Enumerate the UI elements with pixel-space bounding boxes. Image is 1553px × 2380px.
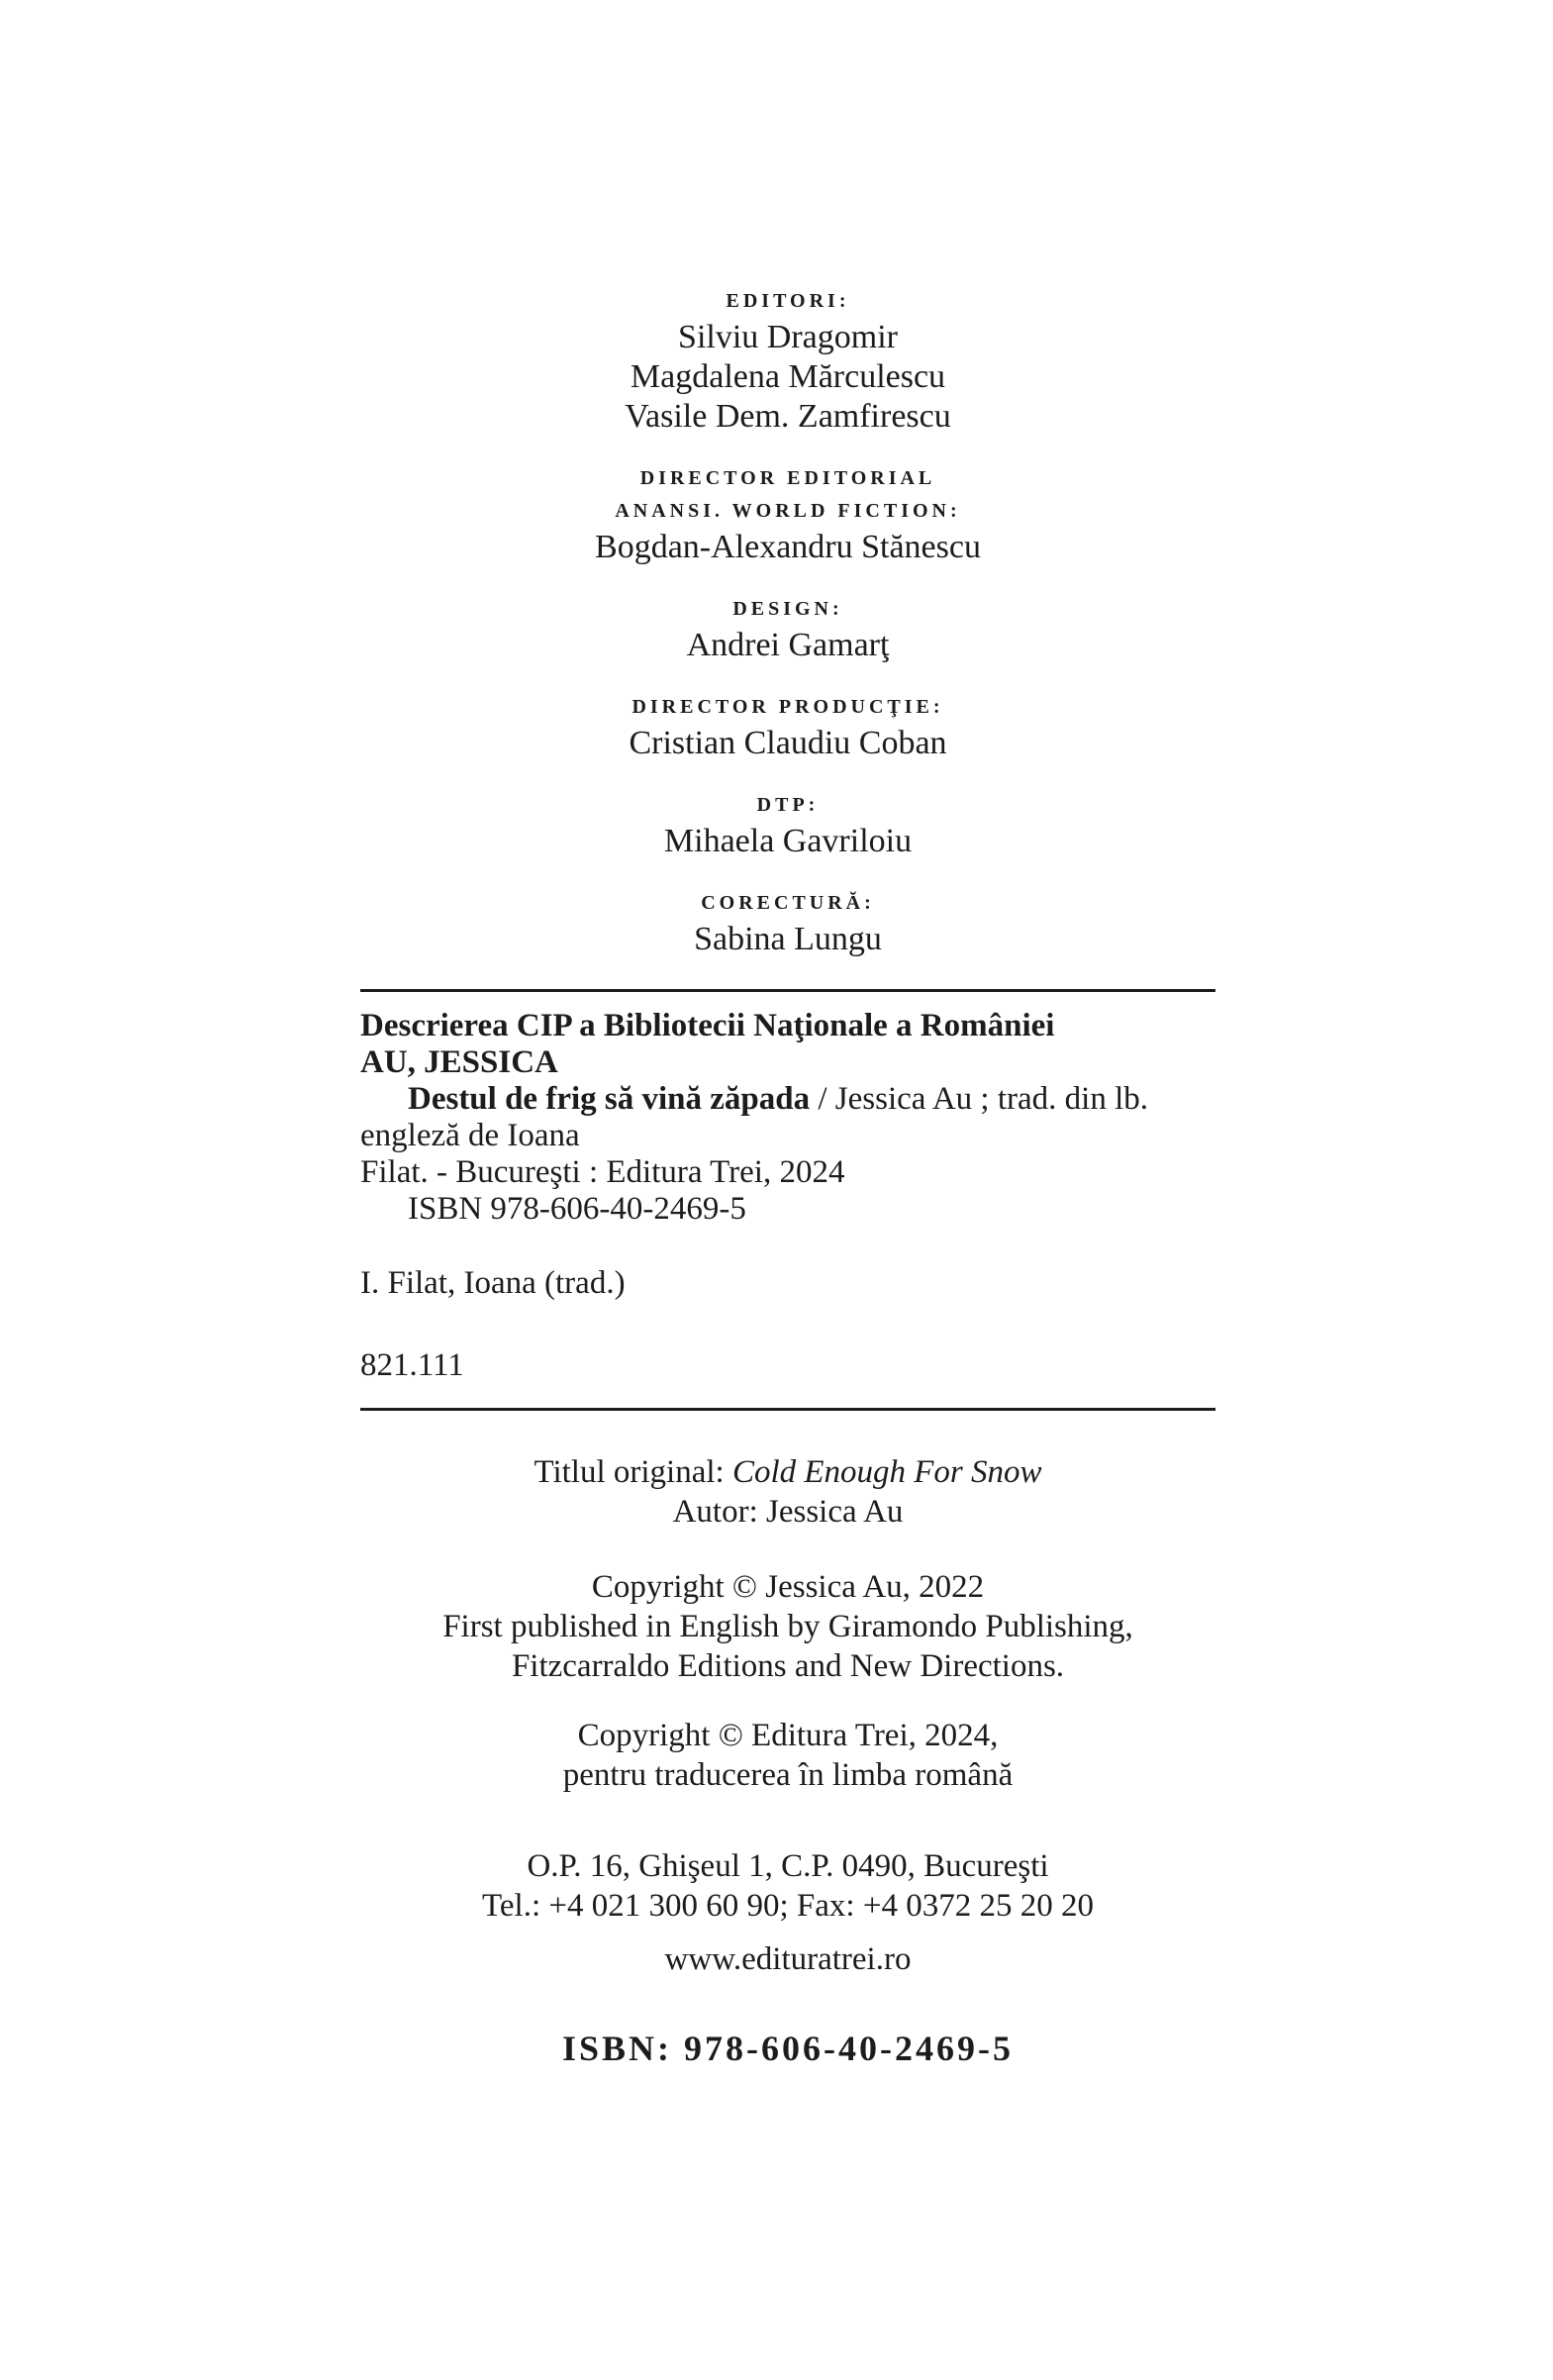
- cip-title-rest: / Jessica Au ; trad. din lb. engleză de Ioana: [360, 1081, 1148, 1153]
- credit-name: Andrei Gamarţ: [686, 627, 890, 663]
- credit-name: Silviu Dragomir: [678, 319, 898, 355]
- credit-name: Bogdan-Alexandru Stănescu: [595, 529, 981, 565]
- cip-isbn-line: ISBN 978-606-40-2469-5: [408, 1191, 746, 1227]
- credit-section-corectura: [360, 887, 1215, 959]
- colophon: [360, 1452, 1215, 2068]
- copyright-line: Copyright © Editura Trei, 2024,: [577, 1718, 999, 1753]
- author-line: Autor: Jessica Au: [672, 1494, 904, 1530]
- credit-section-editori: [360, 285, 1215, 437]
- role-label: EDITORI:: [726, 290, 850, 312]
- cip-heading: Descrierea CIP a Bibliotecii Naţionale a României: [360, 1008, 1055, 1043]
- credit-section-design: [360, 593, 1215, 665]
- credit-name: Cristian Claudiu Coban: [629, 725, 947, 761]
- cip-translator-line: I. Filat, Ioana (trad.): [360, 1265, 626, 1301]
- role-label: DESIGN:: [732, 598, 843, 620]
- credit-name: Vasile Dem. Zamfirescu: [625, 398, 951, 435]
- spacer: [360, 1228, 1215, 1265]
- cip-imprint-line: Filat. - Bucureşti : Editura Trei, 2024: [360, 1154, 845, 1190]
- role-label: DIRECTOR PRODUCŢIE:: [631, 696, 944, 718]
- credit-name: Magdalena Mărculescu: [630, 358, 946, 395]
- credit-section-dtp: [360, 789, 1215, 861]
- original-title-line: [360, 1452, 1215, 1492]
- role-label: DIRECTOR EDITORIAL: [639, 467, 936, 489]
- divider-bottom: [360, 1408, 1215, 1411]
- original-title-block: [360, 1452, 1215, 1532]
- role-label: ANANSI. WORLD FICTION:: [615, 500, 961, 522]
- divider-top: [360, 989, 1215, 992]
- copyright-line: Copyright © Jessica Au, 2022: [591, 1569, 985, 1605]
- role-label: CORECTURĂ:: [701, 892, 875, 914]
- cip-author-entry: AU, JESSICA: [360, 1044, 558, 1080]
- phone-fax-line: Tel.: +4 021 300 60 90; Fax: +4 0372 25 20 20: [482, 1888, 1094, 1924]
- copyright-author-block: [360, 1567, 1215, 1686]
- copyright-line: First published in English by Giramondo Publishing,: [442, 1609, 1133, 1644]
- credits-list: [360, 285, 1215, 959]
- content-column: [360, 0, 1215, 2068]
- cip-title-line: [360, 1081, 1215, 1154]
- spacer: [360, 1302, 1215, 1347]
- publisher-contact-block: [360, 1846, 1215, 1979]
- cip-title-bold: Destul de frig să vină zăpada: [408, 1081, 811, 1117]
- cip-udc-code: 821.111: [360, 1347, 464, 1383]
- address-line: O.P. 16, Ghişeul 1, C.P. 0490, Bucureşti: [527, 1848, 1049, 1884]
- copyright-line: Fitzcarraldo Editions and New Directions.: [511, 1648, 1065, 1684]
- copyright-publisher-block: [360, 1716, 1215, 1795]
- credit-name: Mihaela Gavriloiu: [663, 823, 913, 859]
- role-label: DTP:: [756, 794, 820, 816]
- credit-section-director-editorial: [360, 462, 1215, 567]
- copyright-line: pentru traducerea în limba română: [562, 1757, 1014, 1793]
- cip-description: [360, 1008, 1215, 1384]
- original-title-text: Cold Enough For Snow: [731, 1454, 1042, 1490]
- isbn-footer: ISBN: 978-606-40-2469-5: [562, 2029, 1014, 2068]
- original-title-label: Titlul original:: [534, 1454, 732, 1490]
- credit-section-director-productie: [360, 691, 1215, 763]
- website-line: www.edituratrei.ro: [664, 1941, 912, 1977]
- credit-name: Sabina Lungu: [694, 921, 882, 957]
